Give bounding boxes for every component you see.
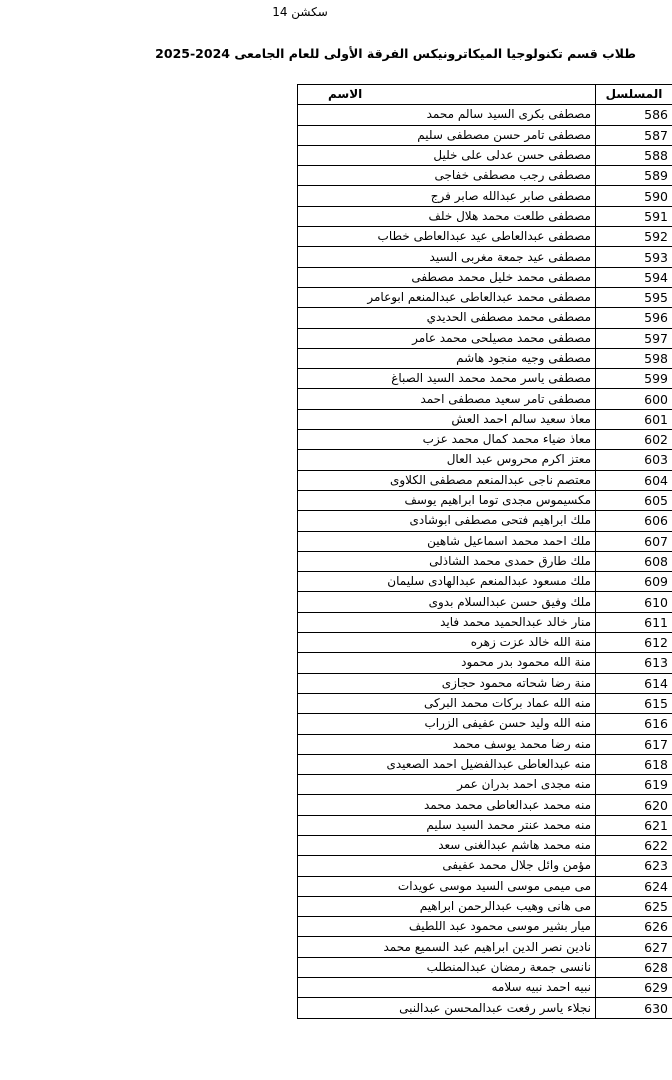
table-row [298, 572, 672, 592]
student-name-cell: منار خالد عبدالحميد محمد فايد [298, 612, 596, 632]
student-name-cell: مصطفى عبدالعاطى عيد عبدالعاطى خطاب [298, 227, 596, 247]
serial-cell: 605 [596, 490, 672, 510]
name-column-header: الاسم [298, 85, 596, 105]
student-name-cell: معاذ ضياء محمد كمال محمد عزب [298, 430, 596, 450]
serial-cell: 615 [596, 693, 672, 713]
table-row [298, 551, 672, 571]
table-row [298, 775, 672, 795]
table-row [298, 673, 672, 693]
table-row [298, 714, 672, 734]
serial-cell: 622 [596, 835, 672, 855]
student-name-cell: ملك وفيق حسن عبدالسلام بدوى [298, 592, 596, 612]
student-name-cell: منة الله محمود بدر محمود [298, 653, 596, 673]
student-name-cell: مى هانى وهيب عبدالرحمن ابراهيم [298, 896, 596, 916]
serial-cell: 620 [596, 795, 672, 815]
table-body [298, 105, 672, 1018]
student-name-cell: مؤمن وائل جلال محمد عفيفى [298, 856, 596, 876]
student-name-cell: منه محمد هاشم عبدالغنى سعد [298, 835, 596, 855]
serial-cell: 598 [596, 348, 672, 368]
student-name-cell: مصطفى عيد جمعة مغربى السيد [298, 247, 596, 267]
student-name-cell: مصطفى طلعت محمد هلال خلف [298, 206, 596, 226]
table-row [298, 166, 672, 186]
serial-cell: 588 [596, 145, 672, 165]
table-row [298, 978, 672, 998]
serial-cell: 602 [596, 430, 672, 450]
serial-cell: 609 [596, 572, 672, 592]
table-row [298, 653, 672, 673]
serial-cell: 623 [596, 856, 672, 876]
student-name-cell: مصطفى محمد عبدالعاطى عبدالمنعم ابوعامر [298, 287, 596, 307]
serial-cell: 612 [596, 633, 672, 653]
table-row [298, 754, 672, 774]
student-name-cell: معتصم ناجى عبدالمنعم مصطفى الكلاوى [298, 470, 596, 490]
serial-cell: 627 [596, 937, 672, 957]
serial-cell: 626 [596, 917, 672, 937]
table-row [298, 531, 672, 551]
serial-cell: 607 [596, 531, 672, 551]
student-name-cell: مصطفى محمد مصيلحى محمد عامر [298, 328, 596, 348]
student-name-cell: مصطفى بكرى السيد سالم محمد [298, 105, 596, 125]
student-name-cell: ملك مسعود عبدالمنعم عبدالهادى سليمان [298, 572, 596, 592]
table-row [298, 835, 672, 855]
student-name-cell: نبيه احمد نبيه سلامه [298, 978, 596, 998]
table-row [298, 917, 672, 937]
serial-cell: 595 [596, 287, 672, 307]
student-name-cell: مصطفى حسن عدلى على خليل [298, 145, 596, 165]
serial-cell: 592 [596, 227, 672, 247]
serial-cell: 599 [596, 369, 672, 389]
serial-cell: 597 [596, 328, 672, 348]
serial-cell: 596 [596, 308, 672, 328]
table-row [298, 490, 672, 510]
student-name-cell: ملك طارق حمدى محمد الشاذلى [298, 551, 596, 571]
serial-cell: 604 [596, 470, 672, 490]
serial-cell: 601 [596, 409, 672, 429]
table-row [298, 206, 672, 226]
student-name-cell: ملك ابراهيم فتحى مصطفى ابوشادى [298, 511, 596, 531]
table-row [298, 328, 672, 348]
student-name-cell: منه الله عماد بركات محمد البركى [298, 693, 596, 713]
serial-cell: 613 [596, 653, 672, 673]
table-row [298, 612, 672, 632]
serial-cell: 610 [596, 592, 672, 612]
serial-cell: 590 [596, 186, 672, 206]
student-name-cell: نجلاء ياسر رفعت عبدالمحسن عبدالنبى [298, 998, 596, 1018]
table-row [298, 511, 672, 531]
serial-cell: 624 [596, 876, 672, 896]
serial-cell: 594 [596, 267, 672, 287]
serial-cell: 591 [596, 206, 672, 226]
serial-cell: 600 [596, 389, 672, 409]
student-name-cell: مصطفى تامر سعيد مصطفى احمد [298, 389, 596, 409]
section-label: سكشن 14 [272, 5, 328, 19]
table-row [298, 856, 672, 876]
table-row [298, 308, 672, 328]
serial-cell: 589 [596, 166, 672, 186]
student-name-cell: مصطفى محمد خليل محمد مصطفى [298, 267, 596, 287]
table-row [298, 470, 672, 490]
table-row [298, 430, 672, 450]
table-row [298, 409, 672, 429]
student-name-cell: مصطفى رجب مصطفى خفاجى [298, 166, 596, 186]
student-name-cell: مصطفى محمد مصطفى الحديدي [298, 308, 596, 328]
table-row [298, 287, 672, 307]
table-row [298, 896, 672, 916]
document-title: طلاب قسم تكنولوجيا الميكاترونيكس الفرقة الأولى للعام الجامعى 2024-2025 [155, 46, 636, 61]
student-name-cell: مصطفى تامر حسن مصطفى سليم [298, 125, 596, 145]
student-name-cell: منه عبدالعاطى عبدالفضيل احمد الصعيدى [298, 754, 596, 774]
student-name-cell: منه محمد عبدالعاطى محمد محمد [298, 795, 596, 815]
serial-cell: 616 [596, 714, 672, 734]
table-row [298, 734, 672, 754]
serial-column-header: المسلسل [596, 85, 672, 105]
table-row [298, 125, 672, 145]
student-roster-table [297, 84, 672, 1019]
table-header-row [298, 85, 672, 105]
table-row [298, 998, 672, 1018]
table-row [298, 267, 672, 287]
student-name-cell: منه محمد عنتر محمد السيد سليم [298, 815, 596, 835]
serial-cell: 614 [596, 673, 672, 693]
table-row [298, 369, 672, 389]
table-row [298, 957, 672, 977]
table-row [298, 227, 672, 247]
serial-cell: 593 [596, 247, 672, 267]
serial-cell: 587 [596, 125, 672, 145]
table-row [298, 795, 672, 815]
serial-cell: 586 [596, 105, 672, 125]
table-row [298, 389, 672, 409]
student-name-cell: معتز اكرم محروس عبد العال [298, 450, 596, 470]
table-row [298, 105, 672, 125]
serial-cell: 611 [596, 612, 672, 632]
table-row [298, 592, 672, 612]
table-row [298, 876, 672, 896]
table-row [298, 633, 672, 653]
table-row [298, 348, 672, 368]
serial-cell: 618 [596, 754, 672, 774]
student-name-cell: منه الله وليد حسن عفيفى الزراب [298, 714, 596, 734]
student-name-cell: منة رضا شحاته محمود حجازى [298, 673, 596, 693]
student-name-cell: ميار بشير موسى محمود عبد اللطيف [298, 917, 596, 937]
table-row [298, 937, 672, 957]
serial-cell: 629 [596, 978, 672, 998]
student-name-cell: مصطفى ياسر محمد محمد السيد الصباغ [298, 369, 596, 389]
serial-cell: 625 [596, 896, 672, 916]
student-name-cell: ملك احمد محمد اسماعيل شاهين [298, 531, 596, 551]
student-name-cell: نانسى جمعة رمضان عبدالمنطلب [298, 957, 596, 977]
serial-cell: 617 [596, 734, 672, 754]
student-name-cell: مصطفى صابر عبدالله صابر فرج [298, 186, 596, 206]
table-row [298, 247, 672, 267]
serial-cell: 603 [596, 450, 672, 470]
serial-cell: 630 [596, 998, 672, 1018]
table-row [298, 145, 672, 165]
table-row [298, 186, 672, 206]
student-name-cell: منة الله خالد عزت زهره [298, 633, 596, 653]
serial-cell: 628 [596, 957, 672, 977]
student-name-cell: مكسيموس مجدى توما ابراهيم يوسف [298, 490, 596, 510]
student-name-cell: نادين نصر الدين ابراهيم عبد السميع محمد [298, 937, 596, 957]
student-name-cell: مى ميمى موسى السيد موسى عويدات [298, 876, 596, 896]
student-name-cell: منه رضا محمد يوسف محمد [298, 734, 596, 754]
table-row [298, 450, 672, 470]
serial-cell: 608 [596, 551, 672, 571]
student-name-cell: معاذ سعيد سالم احمد العش [298, 409, 596, 429]
student-name-cell: مصطفى وجيه منجود هاشم [298, 348, 596, 368]
serial-cell: 619 [596, 775, 672, 795]
student-name-cell: منه مجدى احمد بدران عمر [298, 775, 596, 795]
serial-cell: 606 [596, 511, 672, 531]
table-row [298, 693, 672, 713]
table-row [298, 815, 672, 835]
serial-cell: 621 [596, 815, 672, 835]
